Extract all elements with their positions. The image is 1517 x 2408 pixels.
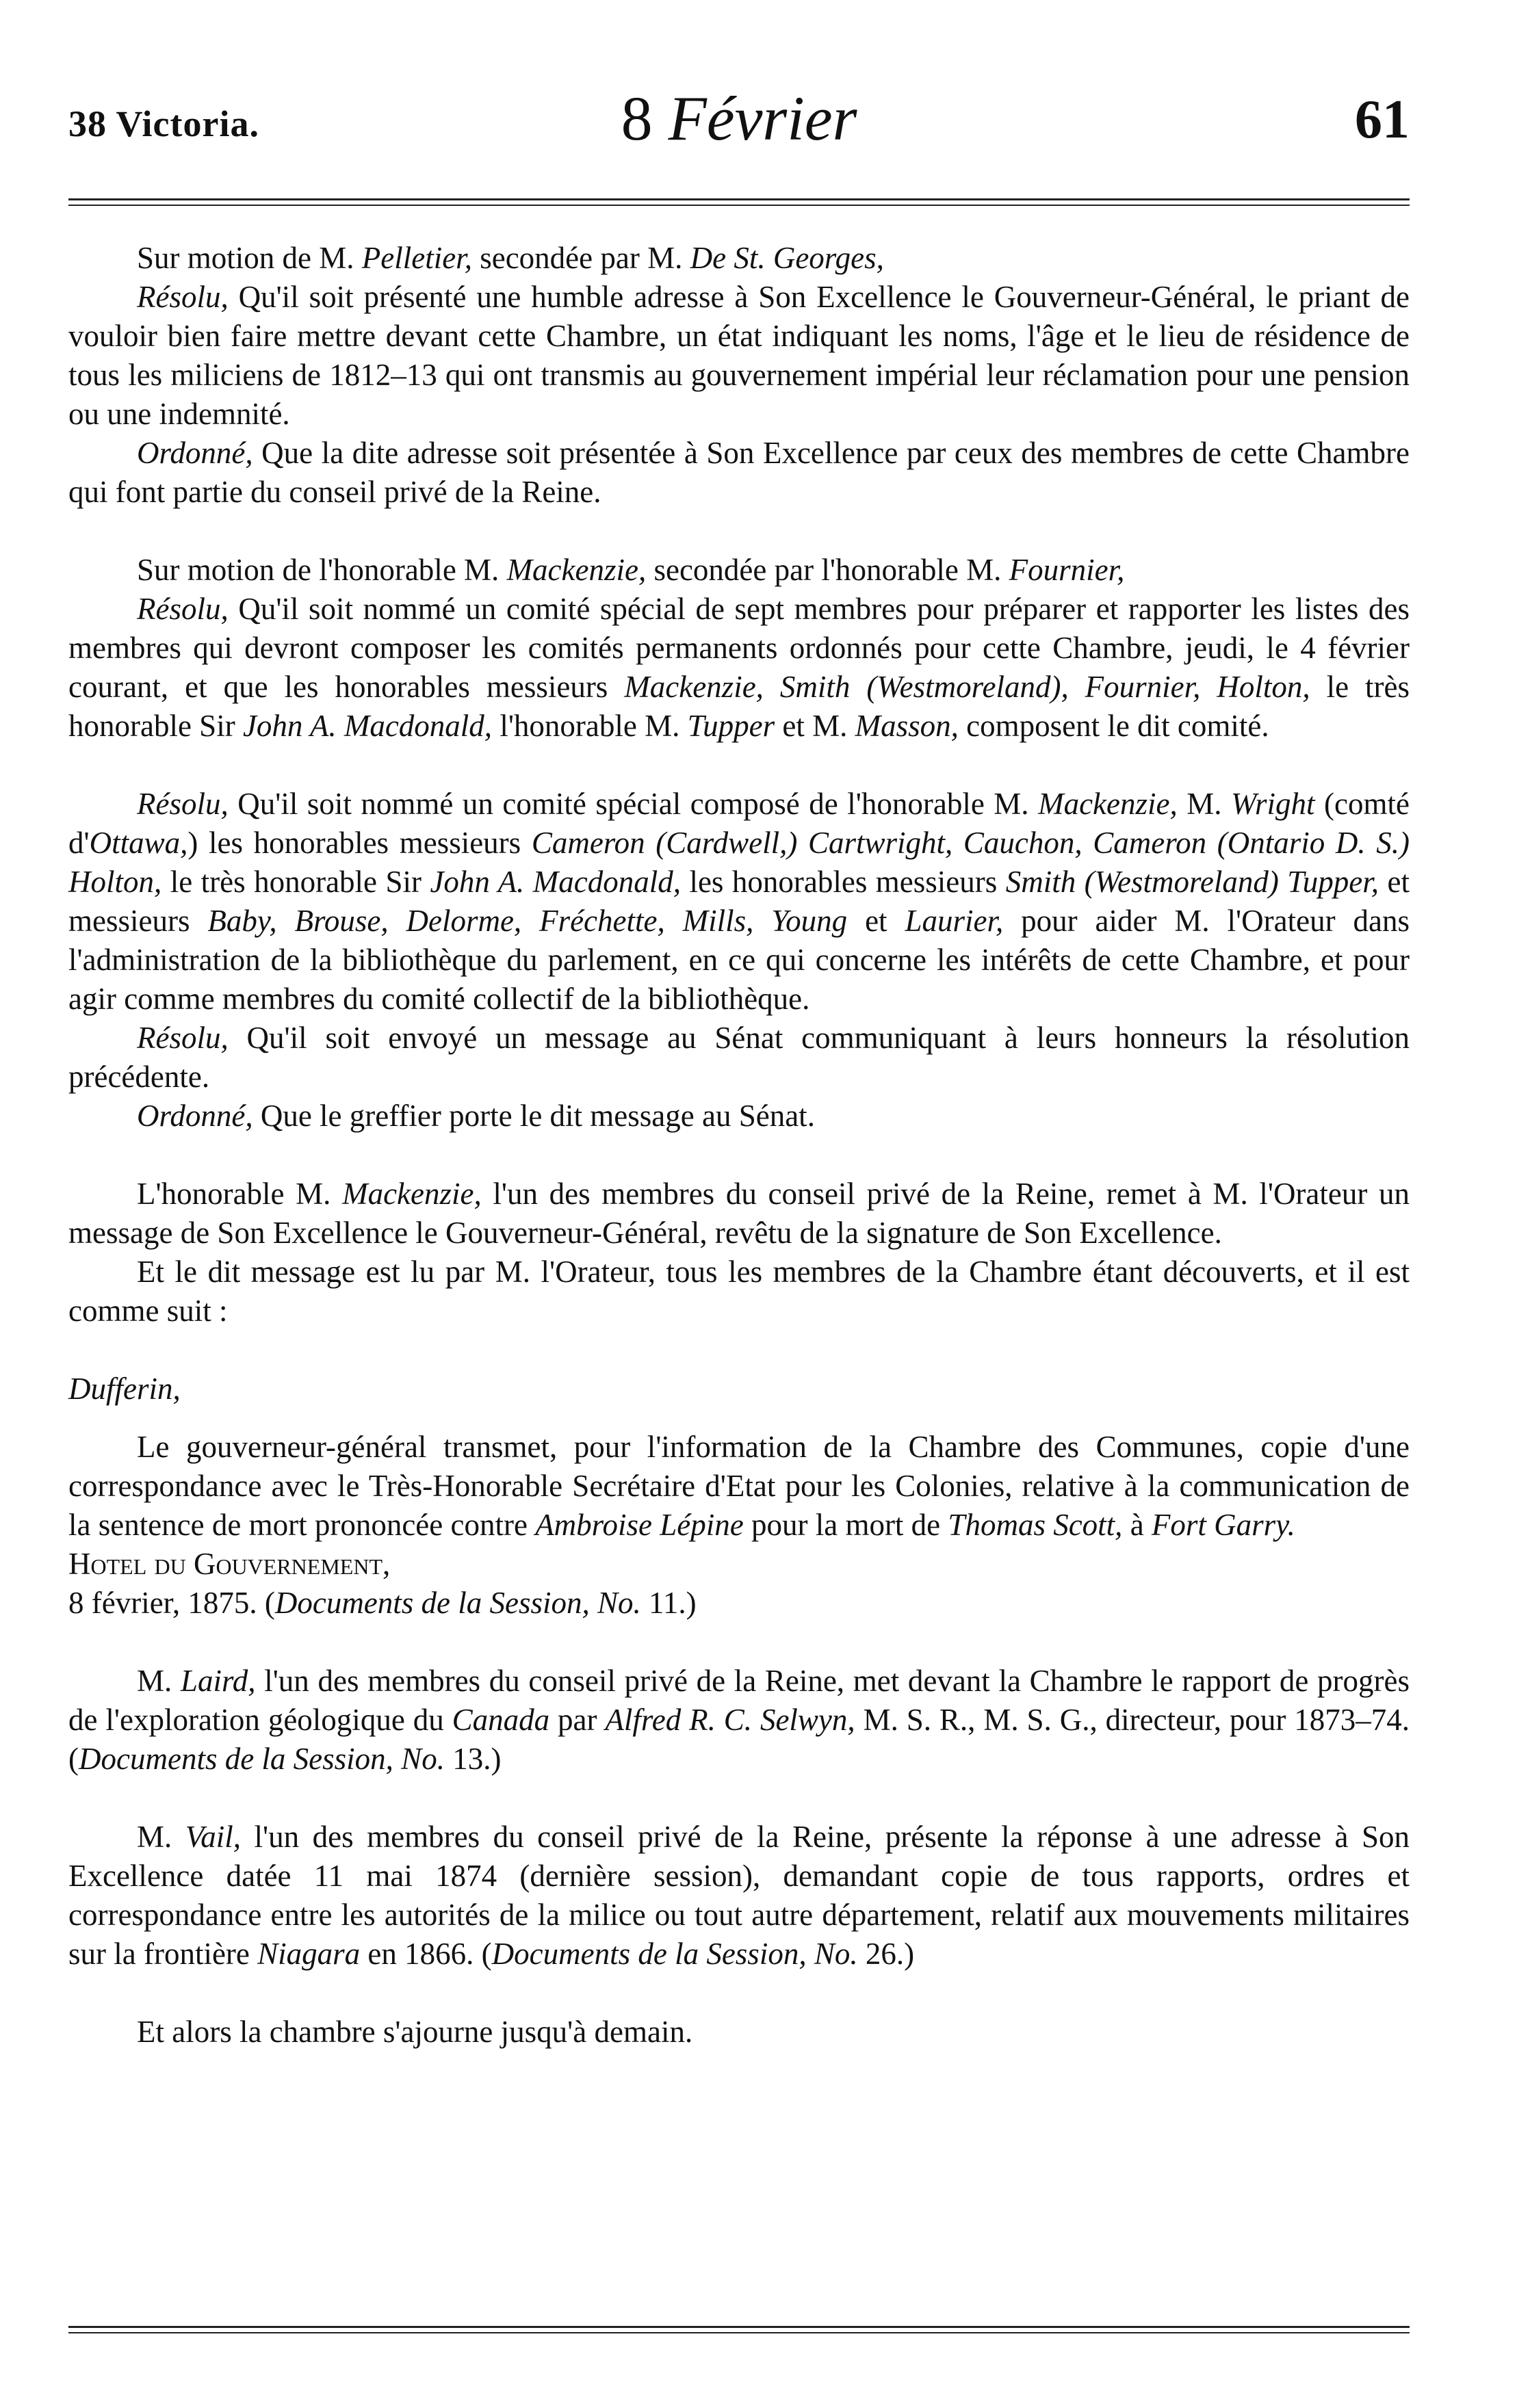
header-rule bbox=[68, 198, 1410, 206]
spacer bbox=[68, 746, 1410, 785]
resolution-paragraph bbox=[68, 785, 1410, 1019]
member-name: Laurier, bbox=[905, 904, 1004, 938]
session-document-ref: Documents de la Session, No. bbox=[79, 1742, 445, 1776]
spacer bbox=[68, 1779, 1410, 1818]
message-date bbox=[68, 1584, 1410, 1623]
text-run: composent le dit comité. bbox=[958, 709, 1269, 743]
page-number: 61 bbox=[1355, 90, 1410, 150]
body-text bbox=[68, 239, 1410, 2052]
text-run: et messieurs bbox=[68, 865, 1410, 938]
resolution-lead: Résolu, bbox=[137, 592, 229, 626]
date-month: Février bbox=[668, 83, 857, 153]
text-run: 13.) bbox=[444, 1742, 502, 1776]
text-run: l'un des membres du conseil privé de la Reine, remet à M. l'Orateur un message de Son Excellence le Gouverneur-Général, revêtu de la signature de Son Excellence. bbox=[68, 1177, 1410, 1250]
person-name: Thomas Scott, bbox=[948, 1508, 1123, 1542]
text-run: pour la mort de bbox=[743, 1508, 948, 1542]
page-header bbox=[68, 82, 1410, 157]
resolution-lead: Résolu, bbox=[137, 1021, 229, 1055]
text-run: ) les honorables messieurs bbox=[187, 826, 532, 860]
member-name: Wright bbox=[1231, 787, 1315, 821]
member-name: Masson, bbox=[855, 709, 959, 743]
text-run: et bbox=[847, 904, 905, 938]
order-paragraph bbox=[68, 1097, 1410, 1136]
text-run: en 1866. ( bbox=[360, 1937, 492, 1971]
place-name: Fort Garry. bbox=[1151, 1508, 1295, 1542]
report-paragraph bbox=[68, 1662, 1410, 1779]
spacer bbox=[68, 1331, 1410, 1370]
order-paragraph bbox=[68, 434, 1410, 512]
member-name: John A. Macdonald, bbox=[430, 865, 681, 899]
resolution-lead: Résolu, bbox=[137, 787, 229, 821]
session-document-ref: Documents de la Session, No. bbox=[491, 1937, 858, 1971]
text-run: 11.) bbox=[640, 1586, 697, 1620]
text-run: l'un des membres du conseil privé de la Reine, met devant la Chambre le rapport de progrès de l'exploration géologique du bbox=[68, 1664, 1410, 1737]
person-name: Alfred R. C. Selwyn, bbox=[605, 1703, 855, 1737]
member-name: Mackenzie, bbox=[342, 1177, 482, 1211]
resolution-paragraph bbox=[68, 278, 1410, 434]
message-paragraph bbox=[68, 1175, 1410, 1253]
member-name: John A. Macdonald, bbox=[242, 709, 493, 743]
text-run: secondée par l'honorable M. bbox=[646, 553, 1009, 587]
text-run: secondée par M. bbox=[471, 241, 690, 275]
member-name: Mackenzie, bbox=[506, 553, 647, 587]
motion-paragraph bbox=[68, 239, 1410, 278]
resolution-lead: Résolu, bbox=[137, 280, 229, 314]
message-read-paragraph bbox=[68, 1253, 1410, 1331]
text-run: Que la dite adresse soit présentée à Son Excellence par ceux des membres de cette Chambre qui font partie du conseil privé de la Reine. bbox=[68, 436, 1410, 509]
text-run: l'un des membres du conseil privé de la Reine, présente la réponse à une adresse à Son Excellence datée 11 mai 1874 (dernière session), demandant copie de tous rapports, ordres et correspondance entre les autorités de la milice ou tout autre département, relatif aux mouvements militaires sur la frontière bbox=[68, 1820, 1410, 1971]
resolution-paragraph bbox=[68, 590, 1410, 746]
text-run: 26.) bbox=[857, 1937, 915, 1971]
text-run: (comté d' bbox=[68, 787, 1410, 860]
message-body-paragraph bbox=[68, 1428, 1410, 1545]
place-name: Niagara bbox=[257, 1937, 361, 1971]
text-run: Qu'il soit nommé un comité spécial de sept membres pour préparer et rapporter les listes des membres qui devront composer les comités permanents ordonnés pour cette Chambre, jeudi, le 4 février courant, et que les honorables messieurs bbox=[68, 592, 1410, 704]
spacer bbox=[68, 1623, 1410, 1662]
text-run: les honorables messieurs bbox=[680, 865, 1006, 899]
text-run: L'honorable M. bbox=[137, 1177, 343, 1211]
spacer bbox=[68, 1409, 1410, 1428]
text-run: Qu'il soit envoyé un message au Sénat communiquant à leurs honneurs la résolution précédente. bbox=[68, 1021, 1410, 1094]
text-run: pour aider M. l'Orateur dans l'administration de la bibliothèque du parlement, en ce qui concerne les intérêts de cette Chambre, et pour agir comme membres du comité collectif de la bibliothèque. bbox=[68, 904, 1410, 1016]
reply-paragraph bbox=[68, 1818, 1410, 1974]
text-run: Sur motion de M. bbox=[137, 241, 362, 275]
member-name: Laird, bbox=[180, 1664, 256, 1698]
signature: Dufferin, bbox=[68, 1372, 181, 1406]
member-name: De St. Georges, bbox=[690, 241, 884, 275]
text-run: M. bbox=[1177, 787, 1232, 821]
text-run: Le gouverneur-général transmet, pour l'information de la Chambre des Communes, copie d'une correspondance avec le Très-Honorable Secrétaire d'Etat pour les Colonies, relative à la communication de la sentence de mort prononcée contre bbox=[68, 1430, 1410, 1542]
text-run: le très honorable Sir bbox=[68, 670, 1410, 743]
order-lead: Ordonné, bbox=[137, 436, 253, 470]
member-name: Tupper bbox=[687, 709, 775, 743]
text-run: M. S. R., M. S. G., directeur, pour 1873–74. ( bbox=[68, 1703, 1410, 1776]
spacer bbox=[68, 512, 1410, 551]
issuing-office: Hotel du Gouvernement, bbox=[68, 1547, 391, 1581]
text-run: 8 février, 1875. ( bbox=[68, 1586, 275, 1620]
date-day: 8 bbox=[621, 83, 653, 153]
text-run: Et le dit message est lu par M. l'Orateur, tous les membres de la Chambre étant découverts, et il est comme suit : bbox=[68, 1255, 1410, 1328]
document-page bbox=[68, 82, 1410, 2052]
date-heading bbox=[68, 82, 1410, 155]
text-run: le très honorable Sir bbox=[161, 865, 430, 899]
member-names: Smith (Westmoreland) Tupper, bbox=[1005, 865, 1379, 899]
motion-paragraph bbox=[68, 551, 1410, 590]
place-name: Ottawa, bbox=[89, 826, 188, 860]
footer-rule bbox=[68, 2326, 1410, 2333]
session-document-ref: Documents de la Session, No. bbox=[274, 1586, 641, 1620]
text-run: Qu'il soit nommé un comité spécial composé de l'honorable M. bbox=[228, 787, 1039, 821]
text-run: à bbox=[1122, 1508, 1152, 1542]
member-names: Cameron (Cardwell,) Cartwright, Cauchon, Cameron (Ontario D. S.) Holton, bbox=[68, 826, 1410, 899]
member-name: Fournier, bbox=[1009, 553, 1125, 587]
person-name: Ambroise Lépine bbox=[535, 1508, 744, 1542]
order-lead: Ordonné, bbox=[137, 1099, 253, 1133]
text-run: Que le greffier porte le dit message au Sénat. bbox=[252, 1099, 815, 1133]
text-run: Qu'il soit présenté une humble adresse à Son Excellence le Gouverneur-Général, le priant de vouloir bien faire mettre devant cette Chambre, un état indiquant les noms, l'âge et le lieu de résidence de tous les miliciens de 1812–13 qui ont transmis au gouvernement impérial leur réclamation pour une pension ou une indemnité. bbox=[68, 280, 1410, 431]
member-name: Mackenzie, bbox=[1038, 787, 1178, 821]
member-names: Baby, Brouse, Delorme, Fréchette, Mills, Young bbox=[207, 904, 848, 938]
text-run: l'honorable M. bbox=[492, 709, 688, 743]
text-run: Sur motion de l'honorable M. bbox=[137, 553, 507, 587]
spacer bbox=[68, 1136, 1410, 1175]
adjournment-paragraph: Et alors la chambre s'ajourne jusqu'à demain. bbox=[137, 2015, 693, 2049]
text-run: et M. bbox=[775, 709, 855, 743]
text-run: par bbox=[549, 1703, 606, 1737]
member-names: Mackenzie, Smith (Westmoreland), Fournier, Holton, bbox=[624, 670, 1310, 704]
text-run: M. bbox=[137, 1664, 181, 1698]
member-name: Pelletier, bbox=[361, 241, 472, 275]
resolution-paragraph bbox=[68, 1019, 1410, 1097]
place-name: Canada bbox=[452, 1703, 550, 1737]
volume-label: 38 Victoria. bbox=[68, 103, 259, 144]
text-run: M. bbox=[137, 1820, 185, 1854]
member-name: Vail, bbox=[185, 1820, 242, 1854]
spacer bbox=[68, 1974, 1410, 2013]
